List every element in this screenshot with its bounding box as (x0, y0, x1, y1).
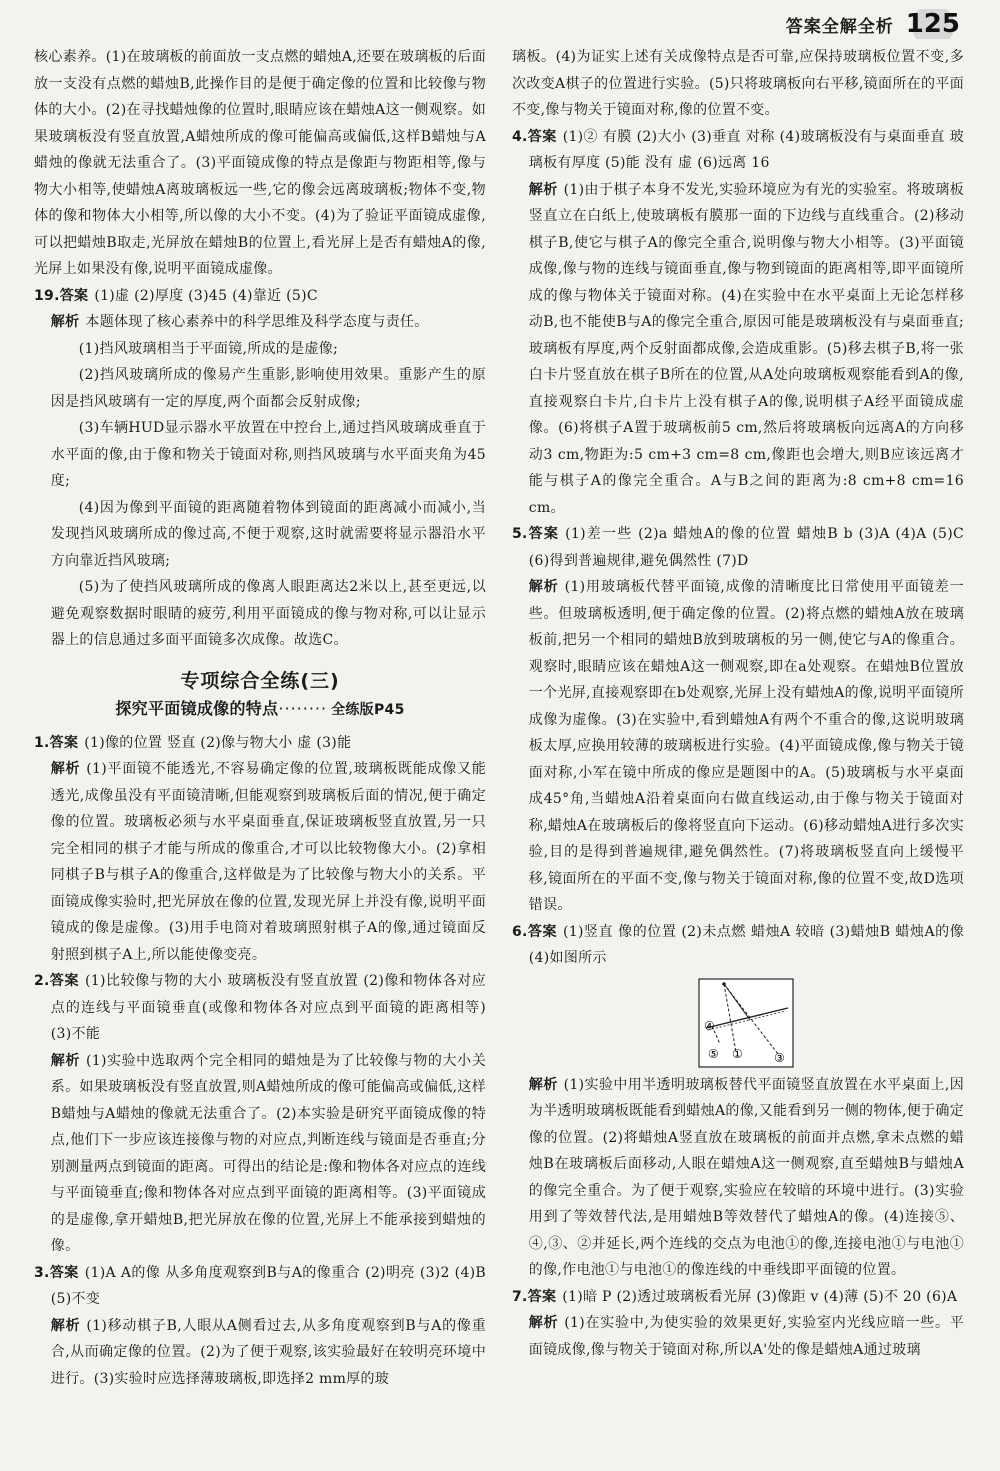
right-column (512, 44, 964, 1461)
answer-text: (1)竖直 像的位置 (2)未点燃 蜡烛A 较暗 (3)蜡烛B 蜡烛A的像 (4)如图所示 (528, 923, 964, 966)
analysis-tag: 解析 (50, 1317, 81, 1334)
page-header (786, 4, 964, 44)
label-1: ① (732, 1046, 744, 1061)
subsection-title: 探究平面镜成像的特点 (115, 699, 279, 718)
label-5: ⑤ (708, 1046, 720, 1061)
answer-tag: 答案 (527, 1288, 557, 1305)
question-number: 19. (34, 287, 60, 304)
question-7 (512, 1284, 964, 1364)
answer-tag: 答案 (527, 923, 558, 940)
analysis-text: (1)实验中选取两个完全相同的蜡烛是为了比较像与物的大小关系。如果玻璃板没有竖直放置,则A蜡烛所成的像可能偏高或偏低,这样B蜡烛与A蜡烛的像就无法重合了。(2)本实验是研究平面镜成像的特点,他们下一步应该连接像与物的对应点,判断连线与镜面是否垂直;分别测量两点到镜面的距离。可得出的结论是:像和物体各对应点的连线与平面镜垂直;像和物体各对应点到平面镜的距离相等。(3)平面镜成的是虚像,拿开蜡烛B,把光屏放在像的位置,光屏上不能承接到蜡烛的像。 (50, 1052, 486, 1254)
header-title: 答案全解全析 (785, 16, 894, 37)
point (723, 982, 727, 986)
question-19 (34, 283, 486, 654)
analysis-para: (3)车辆HUD显示器水平放置在中控台上,通过挡风玻璃成垂直于水平面的像,由于像和物关于镜面对称,则挡风玻璃与水平面夹角为45度; (50, 420, 486, 489)
left-column (34, 44, 486, 1461)
analysis-text: (1)平面镜不能透光,不容易确定像的位置,玻璃板既能成像又能透光,成像虽没有平面镜清晰,但能观察到玻璃板后面的情况,便于确定像的位置。玻璃板必须与水平桌面垂直,保证玻璃板竖直放置,另一只完全相同的棋子才能与所成的像重合,才可以比较物像大小。(2)拿相同棋子B与棋子A的像重合,这样做是为了比较像与物大小的关系。平面镜成像实验时,把光屏放在像的位置,发现光屏上并没有像,说明平面镜成的像是虚像。(3)用手电筒对着玻璃照射棋子A的像,通过镜面反射照到棋子A上,所以能使像变亮。 (50, 761, 486, 963)
analysis-text: (1)实验中用半透明玻璃板替代平面镜竖直放置在水平桌面上,因为半透明玻璃板既能看到蜡烛A的像,又能看到另一侧的物体,便于确定像的位置。(2)将蜡烛A竖直放在玻璃板的前面并点燃,拿未点燃的蜡烛B在玻璃板后面移动,人眼在蜡烛A这一侧观察,直至蜡烛B与蜡烛A的像完全重合。为了便于观察,实验应在较暗的环境中进行。(3)实验用到了等效替代法,是用蜡烛B等效替代了蜡烛A的像。(4)连接⑤、④,③、②并延长,两个连线的交点为电池①的像,连接电池①与电池①的像,作电池①与电池①的像连线的中垂线即平面镜的位置。 (528, 1076, 964, 1278)
mirror-diagram-svg (698, 978, 794, 1068)
answer-tag: 答案 (49, 1264, 79, 1281)
subsection-heading (34, 696, 486, 724)
answer-text: (1)差一些 (2)a 蜡烛A的像的位置 蜡烛B b (3)A (4)A (5)C (6)得到普遍规律,避免偶然性 (7)D (528, 526, 964, 569)
question-number: 7. (512, 1288, 528, 1305)
answer-text: (1)像的位置 竖直 (2)像与物大小 虚 (3)能 (84, 734, 352, 751)
question-number: 2. (34, 973, 50, 989)
analysis-text: (1)用玻璃板代替平面镜,成像的清晰度比日常使用平面镜差一些。但玻璃板透明,便于确定像的位置。(2)将点燃的蜡烛A放在玻璃板前,把另一个相同的蜡烛B放到玻璃板的另一侧,使它与A的像重合。观察时,眼睛应该在蜡烛A这一侧观察,即在a处观察。在蜡烛B位置放一个光屏,直接观察即在b处观察,光屏上没有蜡烛A的像,说明平面镜所成像为虚像。(3)在实验中,看到蜡烛A有两个不重合的像,这说明玻璃板太厚,应换用较薄的玻璃板进行实验。(4)平面镜成像,像与物关于镜面对称,小军在镜中所成的像应是题图中的A。(5)玻璃板与水平桌面成45°角,当蜡烛A沿着桌面向右做直线运动,由于像与物关于镜面对称,蜡烛A在玻璃板后的像将竖直向下运动。(6)移动蜡烛A进行多次实验,目的是得到普遍规律,避免偶然性。(7)将玻璃板竖直向上缓慢平移,镜面所在的平面不变,像与物关于镜面对称,像的位置不变,故D选项错误。 (528, 579, 964, 913)
question-number: 3. (34, 1264, 50, 1281)
question-1 (34, 730, 486, 969)
paragraph-continued: 璃板。(4)为证实上述有关成像特点是否可靠,应保持玻璃板位置不变,多次改变A棋子的位置进行实验。(5)只将玻璃板向右平移,镜面所在的平面不变,像与物关于镜面对称,像的位置不变。 (512, 49, 964, 118)
label-3: ③ (774, 1050, 786, 1065)
paragraph-continued: 核心素养。(1)在玻璃板的前面放一支点燃的蜡烛A,还要在玻璃板的后面放一支没有点燃的蜡烛B,此操作目的是便于确定像的位置和比较像与物体的大小。(2)在寻找蜡烛像的位置时,眼睛应该在蜡烛A这一侧观察。如果玻璃板没有竖直放置,A蜡烛所成的像可能偏高或偏低,这样B蜡烛与A蜡烛的像就无法重合了。(3)平面镜成像的特点是像距与物距相等,像与物大小相等,使蜡烛A离玻璃板远一些,它的像会远离玻璃板;物体不变,物体的像和物体大小相等,所以像的大小不变。(4)为了验证平面镜成虚像,可以把蜡烛B取走,光屏放在蜡烛B的位置上,看光屏上是否有蜡烛A的像,光屏上如果没有像,说明平面镜成虚像。 (34, 49, 486, 277)
analysis-tag: 解析 (50, 761, 81, 777)
analysis-para: (1)挡风玻璃相当于平面镜,所成的是虚像; (78, 340, 339, 357)
answer-text: (1)② 有膜 (2)大小 (3)垂直 对称 (4)玻璃板没有与桌面垂直 玻璃板有厚度 (5)能 没有 虚 (6)远离 16 (528, 128, 964, 171)
answer-tag: 答案 (49, 973, 80, 989)
analysis-text: (1)由于棋子本身不发光,实验环境应为有光的实验室。将玻璃板竖直立在白纸上,使玻璃板有膜那一面的下边线与直线重合。(2)移动棋子B,使它与棋子A的像完全重合,说明像与物大小相等。(3)平面镜成像,像与物的连线与镜面垂直,像与物到镜面的距离相等,即平面镜所成的像与物体关于镜面对称。(4)在实验中在水平桌面上无论怎样移动B,也不能使B与A的像完全重合,原因可能是玻璃板没有与桌面垂直;玻璃板有厚度,两个反射面都成像,会造成重影。(5)移去棋子B,将一张白卡片竖直放在棋子B所在的位置,从A处向玻璃板观察能看到A的像,直接观察白卡片,白卡片上没有棋子A的像,说明棋子A经平面镜成虚像。(6)将棋子A置于玻璃板前5 cm,然后将玻璃板向远离A的方向移动3 cm,物距为:5 cm+3 cm=8 cm,像距也会增大,则B应该远离才能与棋子A的像完全重合。A与B之间的距离为:8 cm+8 cm=16 cm。 (528, 181, 964, 516)
answer-tag: 答案 (59, 287, 89, 304)
answer-text: (1)比较像与物的大小 玻璃板没有竖直放置 (2)像和物体各对应点的连线与平面镜垂直(或像和物体各对应点到平面镜的距离相等) (3)不能 (50, 973, 486, 1042)
question-number: 5. (512, 526, 528, 542)
analysis-para: (4)因为像到平面镜的距离随着物体到镜面的距离减小而减小,当发现挡风玻璃所成的像过高,不便于观察,这时就需要将显示器沿水平方向靠近挡风玻璃; (50, 499, 486, 569)
analysis-tag: 解析 (528, 181, 558, 198)
subsection-ref: 全练版P45 (331, 702, 405, 718)
mirror-diagram (529, 978, 964, 1068)
question-number: 4. (512, 128, 528, 145)
answer-text: (1)A A的像 从多角度观察到B与A的像重合 (2)明亮 (3)2 (4)B (5)不变 (50, 1264, 486, 1307)
subsection-dots: ········ (278, 699, 328, 718)
analysis-tag: 解析 (50, 314, 80, 330)
question-3 (34, 1260, 486, 1393)
page-number: 125 (902, 9, 964, 39)
question-4 (512, 124, 964, 522)
answer-text: (1)虚 (2)厚度 (3)45 (4)靠近 (5)C (94, 287, 318, 304)
question-number: 6. (512, 923, 528, 940)
analysis-tag: 解析 (50, 1052, 80, 1069)
answer-tag: 答案 (527, 128, 557, 145)
question-5 (512, 521, 964, 919)
question-6 (512, 919, 964, 1284)
analysis-para: (5)为了使挡风玻璃所成的像离人眼距离达2米以上,甚至更远,以避免观察数据时眼睛的疲劳,利用平面镜成的像与物对称,可以让显示器上的信息通过多面平面镜多次成像。故选C。 (50, 579, 486, 648)
label-4: ④ (704, 1018, 716, 1033)
analysis-tag: 解析 (528, 1076, 558, 1093)
answer-tag: 答案 (49, 734, 79, 751)
analysis-text: 本题体现了核心素养中的科学思维及科学态度与责任。 (85, 314, 429, 330)
analysis-para: (2)挡风玻璃所成的像易产生重影,影响使用效果。重影产生的原因是挡风玻璃有一定的厚度,两个面都会反射成像; (50, 367, 486, 410)
analysis-tag: 解析 (528, 1315, 559, 1331)
analysis-tag: 解析 (528, 579, 559, 595)
analysis-text: (1)移动棋子B,人眼从A侧看过去,从多角度观察到B与A的像重合,从而确定像的位置。(2)为了便于观察,该实验最好在较明亮环境中进行。(3)实验时应选择薄玻璃板,即选择2 mm厚的玻 (50, 1317, 486, 1387)
question-2 (34, 968, 486, 1260)
analysis-text: (1)在实验中,为使实验的效果更好,实验室内光线应暗一些。平面镜成像,像与物关于镜面对称,所以A'处的像是蜡烛A通过玻璃 (528, 1315, 964, 1358)
answer-tag: 答案 (527, 526, 560, 542)
question-number: 1. (34, 734, 50, 751)
section-title: 专项综合全练(三) (180, 669, 340, 692)
answer-text: (1)暗 P (2)透过玻璃板看光屏 (3)像距 v (4)薄 (5)不 20 (6)A (562, 1288, 958, 1305)
